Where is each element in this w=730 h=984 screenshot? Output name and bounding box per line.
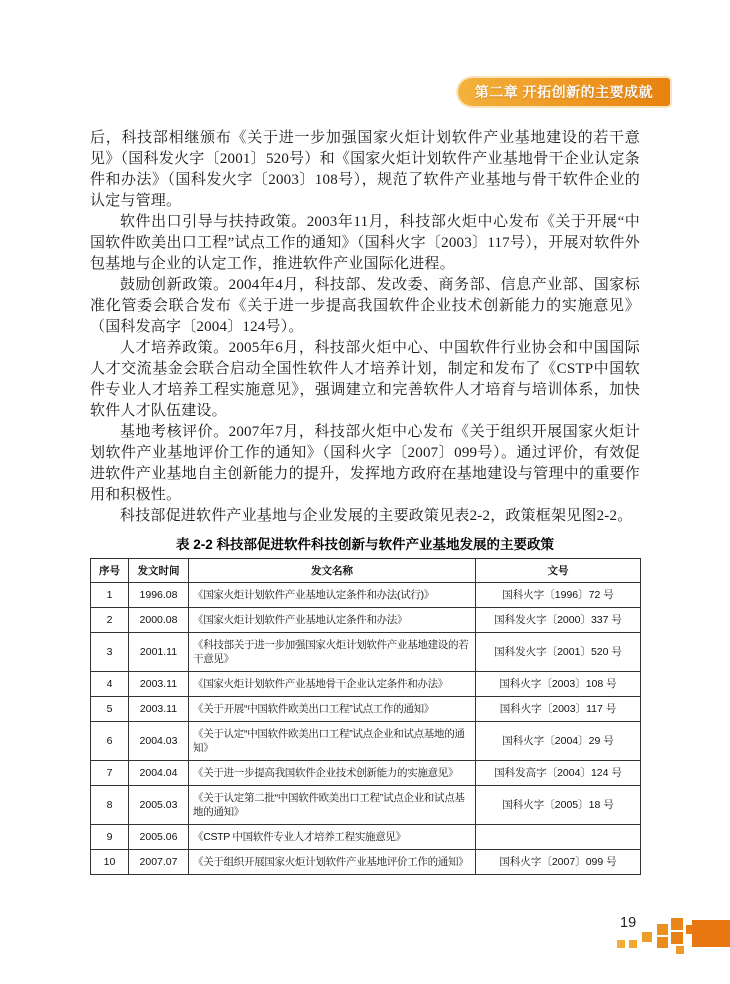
table-cell: 2005.03	[129, 786, 189, 825]
chapter-banner-label: 第二章 开拓创新的主要成就	[474, 84, 654, 100]
body-text	[90, 128, 640, 527]
pixel-decoration-square	[629, 940, 637, 948]
table-cell: 《国家火炬计划软件产业基地骨干企业认定条件和办法》	[189, 672, 476, 697]
table-cell: 国科火字〔2007〕099 号	[476, 850, 641, 875]
table-cell: 9	[91, 825, 129, 850]
table-cell: 7	[91, 761, 129, 786]
paragraph-export-policy: 软件出口引导与扶持政策。2003年11月，科技部火炬中心发布《关于开展“中国软件欧美出口工程”试点工作的通知》（国科火字〔2003〕117号），开展对软件外包基地与企业的认定工作，推进软件产业国际化进程。	[90, 214, 640, 272]
paragraph-continuation: 后，科技部相继颁布《关于进一步加强国家火炬计划软件产业基地建设的若干意见》（国科发火字〔2001〕520号）和《国家火炬计划软件产业基地骨干企业认定条件和办法》（国科发火字〔2003〕108号），规范了软件产业基地与骨干软件企业的认定与管理。	[90, 130, 640, 209]
table-row	[91, 608, 641, 633]
table-cell: 《CSTP 中国软件专业人才培养工程实施意见》	[189, 825, 476, 850]
table-cell: 2004.04	[129, 761, 189, 786]
table-row	[91, 722, 641, 761]
table-cell: 国科火字〔2003〕108 号	[476, 672, 641, 697]
table-cell: 2005.06	[129, 825, 189, 850]
table-cell: 8	[91, 786, 129, 825]
table-cell: 2004.03	[129, 722, 189, 761]
column-header-title: 发文名称	[189, 559, 476, 583]
table-cell: 3	[91, 633, 129, 672]
table-cell: 1	[91, 583, 129, 608]
page-number: 19	[620, 915, 637, 931]
column-header-docnumber: 文号	[476, 559, 641, 583]
table-cell: 2007.07	[129, 850, 189, 875]
table-cell: 国科火字〔2003〕117 号	[476, 697, 641, 722]
table-cell: 《关于开展“中国软件欧美出口工程”试点工作的通知》	[189, 697, 476, 722]
table-row	[91, 697, 641, 722]
table-cell: 1996.08	[129, 583, 189, 608]
pixel-decoration-square	[642, 932, 652, 942]
table-cell: 《国家火炬计划软件产业基地认定条件和办法(试行)》	[189, 583, 476, 608]
table-cell: 10	[91, 850, 129, 875]
table-cell: 4	[91, 672, 129, 697]
table-cell: 2	[91, 608, 129, 633]
table-row	[91, 825, 641, 850]
pixel-decoration-square	[657, 924, 668, 935]
column-header-serial: 序号	[91, 559, 129, 583]
policy-table-body	[91, 583, 641, 875]
table-header-row	[91, 559, 641, 583]
chapter-banner	[458, 78, 670, 106]
pixel-decoration-square	[617, 940, 625, 948]
table-cell: 国科发高字〔2004〕124 号	[476, 761, 641, 786]
table-caption: 表 2-2 科技部促进软件科技创新与软件产业基地发展的主要政策	[175, 537, 554, 552]
table-row	[91, 633, 641, 672]
table-cell: 2001.11	[129, 633, 189, 672]
pixel-decoration-square	[671, 932, 683, 944]
policy-table	[90, 558, 641, 875]
pixel-decoration-block	[692, 920, 730, 947]
pixel-decoration-square	[657, 937, 668, 948]
table-row	[91, 583, 641, 608]
table-cell: 《关于组织开展国家火炬计划软件产业基地评价工作的通知》	[189, 850, 476, 875]
table-cell: 2000.08	[129, 608, 189, 633]
pixel-decoration-square	[671, 918, 683, 930]
table-cell: 国科火字〔1996〕72 号	[476, 583, 641, 608]
paragraph-innovation-policy: 鼓励创新政策。2004年4月，科技部、发改委、商务部、信息产业部、国家标准化管委会联合发布《关于进一步提高我国软件企业技术创新能力的实施意见》（国科发高字〔2004〕124号）。	[90, 277, 640, 335]
table-cell: 6	[91, 722, 129, 761]
paragraph-talent-policy: 人才培养政策。2005年6月，科技部火炬中心、中国软件行业协会和中国国际人才交流基金会联合启动全国性软件人才培养计划，制定和发布了《CSTP中国软件专业人才培养工程实施意见》，强调建立和完善软件人才培育与培训体系，加快软件人才队伍建设。	[90, 340, 640, 419]
table-cell: 《科技部关于进一步加强国家火炬计划软件产业基地建设的若干意见》	[189, 633, 476, 672]
paragraph-base-evaluation: 基地考核评价。2007年7月，科技部火炬中心发布《关于组织开展国家火炬计划软件产业基地评价工作的通知》（国科火字〔2007〕099号）。通过评价，有效促进软件产业基地自主创新能力的提升，发挥地方政府在基地建设与管理中的重要作用和积极性。	[90, 424, 640, 503]
paragraph-table-reference: 科技部促进软件产业基地与企业发展的主要政策见表2-2，政策框架见图2-2。	[120, 508, 633, 524]
column-header-date: 发文时间	[129, 559, 189, 583]
table-cell: 《关于进一步提高我国软件企业技术创新能力的实施意见》	[189, 761, 476, 786]
table-cell: 国科发火字〔2001〕520 号	[476, 633, 641, 672]
table-cell: 5	[91, 697, 129, 722]
table-row	[91, 672, 641, 697]
table-cell: 《关于认定“中国软件欧美出口工程”试点企业和试点基地的通知》	[189, 722, 476, 761]
table-row	[91, 761, 641, 786]
table-cell: 国科火字〔2005〕18 号	[476, 786, 641, 825]
table-cell: 《关于认定第二批“中国软件欧美出口工程”试点企业和试点基地的通知》	[189, 786, 476, 825]
table-row	[91, 786, 641, 825]
table-cell: 国科火字〔2004〕29 号	[476, 722, 641, 761]
table-row	[91, 850, 641, 875]
pixel-decoration-square	[676, 946, 684, 954]
table-cell: 2003.11	[129, 697, 189, 722]
table-cell	[476, 825, 641, 850]
table-cell: 《国家火炬计划软件产业基地认定条件和办法》	[189, 608, 476, 633]
pixel-decoration-square	[686, 925, 695, 934]
table-cell: 国科发火字〔2000〕337 号	[476, 608, 641, 633]
table-cell: 2003.11	[129, 672, 189, 697]
